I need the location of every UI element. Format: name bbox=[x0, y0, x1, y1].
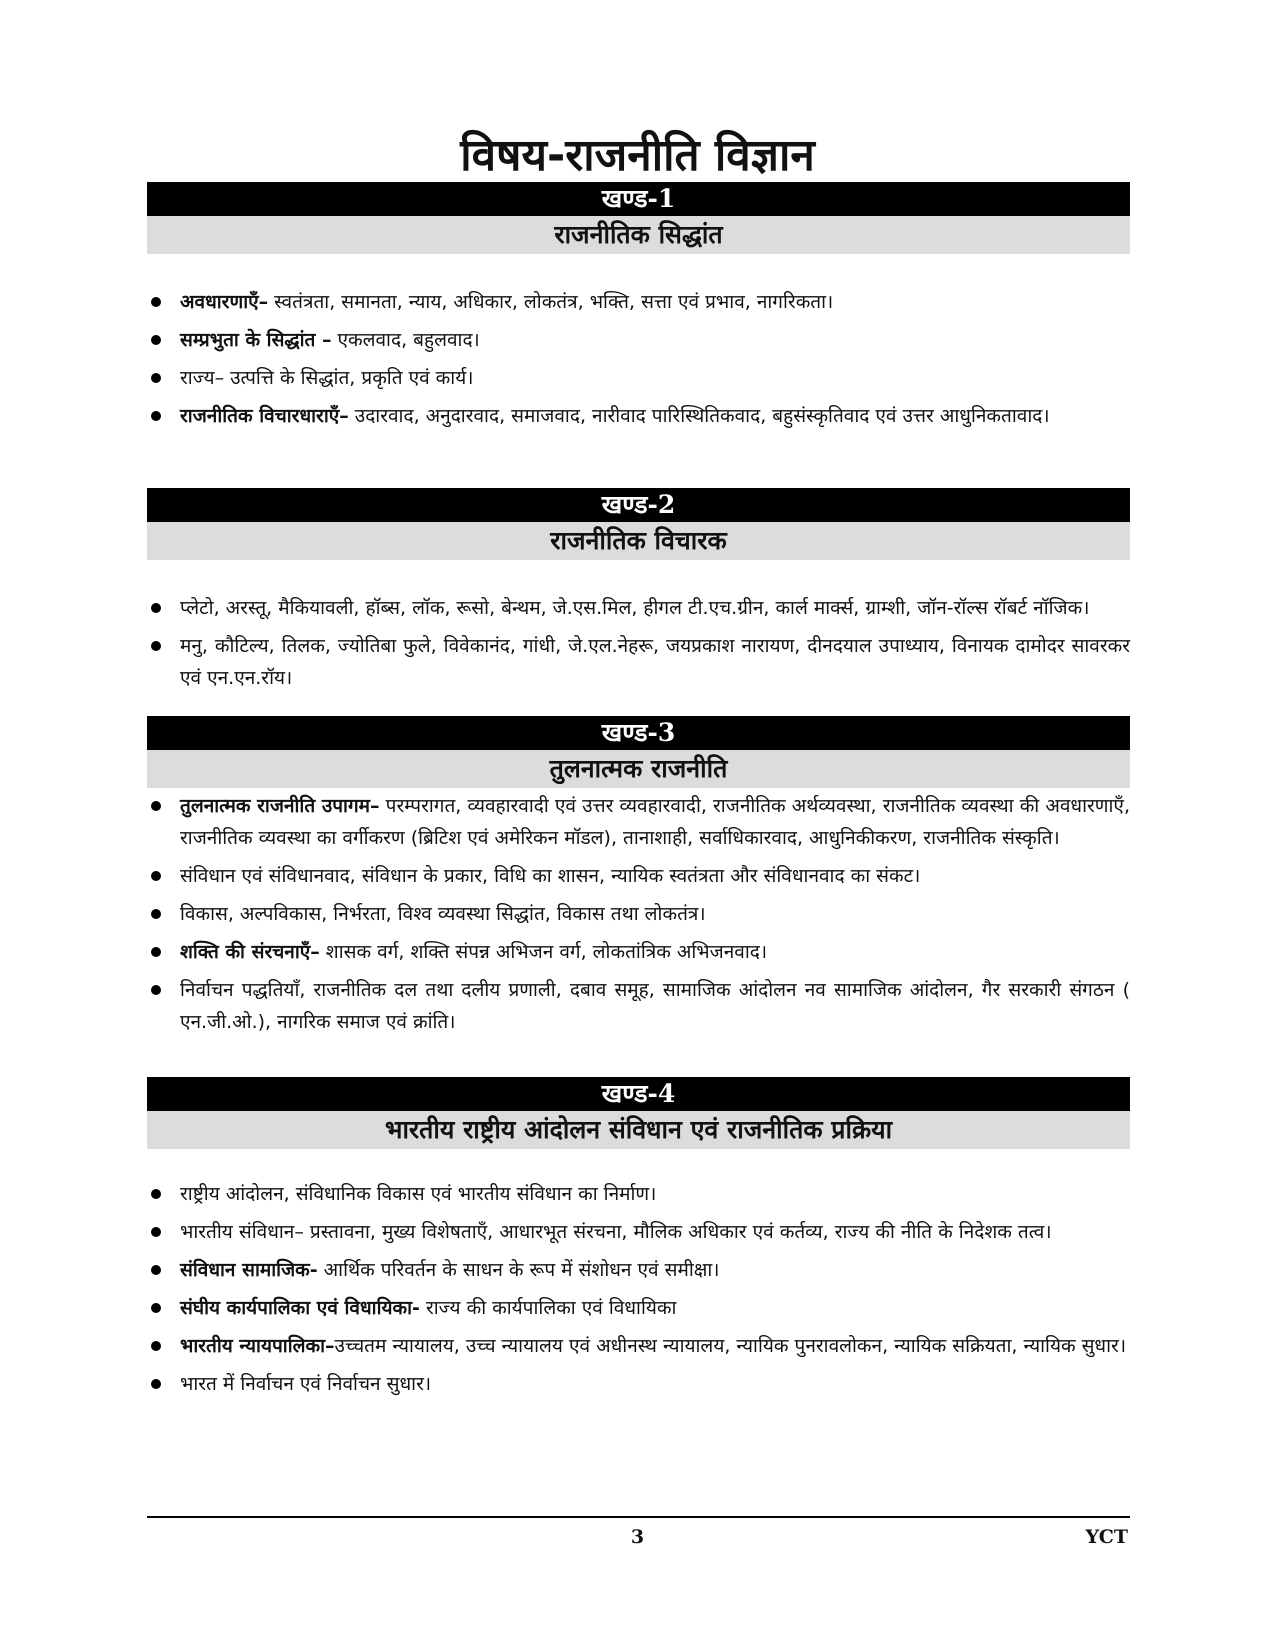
bullet-icon bbox=[151, 373, 161, 383]
section-3-list bbox=[147, 790, 1130, 1044]
section-header-4 bbox=[147, 1077, 1130, 1149]
publisher-mark: YCT bbox=[1085, 1526, 1128, 1548]
section-1-list bbox=[147, 286, 1130, 438]
bullet-icon bbox=[151, 411, 161, 421]
bullet-icon bbox=[151, 335, 161, 345]
bullet-icon bbox=[151, 871, 161, 881]
list-item: सम्प्रभुता के सिद्धांत – एकलवाद, बहुलवाद। bbox=[147, 324, 1130, 356]
list-item: शक्ति की संरचनाएँ– शासक वर्ग, शक्ति संपन्न अभिजन वर्ग, लोकतांत्रिक अभिजनवाद। bbox=[147, 936, 1130, 968]
bullet-icon bbox=[151, 1341, 161, 1351]
section-header-3 bbox=[147, 716, 1130, 788]
bullet-icon bbox=[151, 297, 161, 307]
section-subheading: तुलनात्मक राजनीति bbox=[147, 750, 1130, 788]
section-subheading: राजनीतिक सिद्धांत bbox=[147, 216, 1130, 254]
section-subheading: भारतीय राष्ट्रीय आंदोलन संविधान एवं राजनीतिक प्रक्रिया bbox=[147, 1111, 1130, 1149]
section-heading: खण्ड-2 bbox=[147, 488, 1130, 522]
list-item: राज्य– उत्पत्ति के सिद्धांत, प्रकृति एवं कार्य। bbox=[147, 362, 1130, 394]
list-item: संविधान सामाजिक- आर्थिक परिवर्तन के साधन के रूप में संशोधन एवं समीक्षा। bbox=[147, 1254, 1130, 1286]
bullet-icon bbox=[151, 1227, 161, 1237]
section-heading: खण्ड-3 bbox=[147, 716, 1130, 750]
page-number: 3 bbox=[630, 1526, 645, 1548]
list-item: संघीय कार्यपालिका एवं विधायिका- राज्य की कार्यपालिका एवं विधायिका bbox=[147, 1292, 1130, 1324]
list-item: भारतीय संविधान– प्रस्तावना, मुख्य विशेषताएँ, आधारभूत संरचना, मौलिक अधिकार एवं कर्तव्य, राज्य की नीति के निदेशक तत्व। bbox=[147, 1216, 1130, 1248]
section-4-list bbox=[147, 1178, 1130, 1406]
page-title: विषय-राजनीति विज्ञान bbox=[460, 130, 815, 181]
list-item: विकास, अल्पविकास, निर्भरता, विश्व व्यवस्था सिद्धांत, विकास तथा लोकतंत्र। bbox=[147, 898, 1130, 930]
bullet-icon bbox=[151, 603, 161, 613]
list-item: राजनीतिक विचारधाराएँ– उदारवाद, अनुदारवाद, समाजवाद, नारीवाद पारिस्थितिकवाद, बहुसंस्कृतिवाद एवं उत्तर आधुनिकतावाद। bbox=[147, 400, 1130, 432]
footer-divider bbox=[147, 1516, 1130, 1518]
bullet-icon bbox=[151, 909, 161, 919]
list-item: भारत में निर्वाचन एवं निर्वाचन सुधार। bbox=[147, 1368, 1130, 1400]
bullet-icon bbox=[151, 947, 161, 957]
list-item: भारतीय न्यायपालिका–उच्चतम न्यायालय, उच्च न्यायालय एवं अधीनस्थ न्यायालय, न्यायिक पुनरावलोकन, न्यायिक सक्रियता, न्यायिक सुधार। bbox=[147, 1330, 1130, 1362]
bullet-icon bbox=[151, 1303, 161, 1313]
list-item: संविधान एवं संविधानवाद, संविधान के प्रकार, विधि का शासन, न्यायिक स्वतंत्रता और संविधानवाद का संकट। bbox=[147, 860, 1130, 892]
list-item: मनु, कौटिल्य, तिलक, ज्योतिबा फुले, विवेकानंद, गांधी, जे.एल.नेहरू, जयप्रकाश नारायण, दीनदयाल उपाध्याय, विनायक दामोदर सावरकर एवं एन.एन.रॉय। bbox=[147, 630, 1130, 694]
bullet-icon bbox=[151, 1265, 161, 1275]
section-subheading: राजनीतिक विचारक bbox=[147, 522, 1130, 560]
list-item: तुलनात्मक राजनीति उपागम– परम्परागत, व्यवहारवादी एवं उत्तर व्यवहारवादी, राजनीतिक अर्थव्यवस्था, राजनीतिक व्यवस्था की अवधारणाएँ, राजनीतिक व्यवस्था का वर्गीकरण (ब्रिटिश एवं अमेरिकन मॉडल), तानाशाही, सर्वाधिकारवाद, आधुनिकीकरण, राजनीतिक संस्कृति। bbox=[147, 790, 1130, 854]
list-item: प्लेटो, अरस्तू, मैकियावली, हॉब्स, लॉक, रूसो, बेन्थम, जे.एस.मिल, हीगल टी.एच.ग्रीन, कार्ल मार्क्स, ग्राम्शी, जॉन-रॉल्स रॉबर्ट नॉजिक। bbox=[147, 592, 1130, 624]
bullet-icon bbox=[151, 1189, 161, 1199]
section-header-2 bbox=[147, 488, 1130, 560]
section-heading: खण्ड-1 bbox=[147, 182, 1130, 216]
bullet-icon bbox=[151, 1379, 161, 1389]
bullet-icon bbox=[151, 641, 161, 651]
bullet-icon bbox=[151, 801, 161, 811]
bullet-icon bbox=[151, 985, 161, 995]
section-header-1 bbox=[147, 182, 1130, 254]
section-heading: खण्ड-4 bbox=[147, 1077, 1130, 1111]
list-item: अवधारणाएँ– स्वतंत्रता, समानता, न्याय, अधिकार, लोकतंत्र, भक्ति, सत्ता एवं प्रभाव, नागरिकता। bbox=[147, 286, 1130, 318]
list-item: राष्ट्रीय आंदोलन, संविधानिक विकास एवं भारतीय संविधान का निर्माण। bbox=[147, 1178, 1130, 1210]
section-2-list bbox=[147, 592, 1130, 700]
list-item: निर्वाचन पद्धतियाँ, राजनीतिक दल तथा दलीय प्रणाली, दबाव समूह, सामाजिक आंदोलन नव सामाजिक आंदोलन, गैर सरकारी संगठन ( एन.जी.ओ.), नागरिक समाज एवं क्रांति। bbox=[147, 974, 1130, 1038]
